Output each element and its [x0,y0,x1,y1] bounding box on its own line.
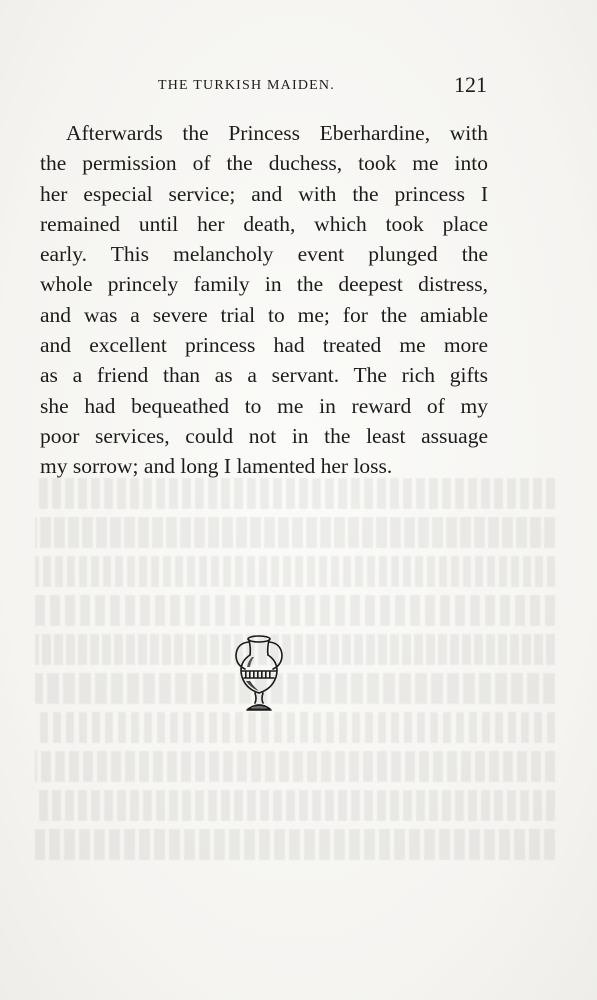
running-header [40,74,487,98]
show-through-texture [35,470,555,900]
text-line: the permission of the duchess, took me into [40,151,488,176]
running-title: THE TURKISH MAIDEN. [158,78,335,93]
urn-icon [230,633,288,717]
text-line: and was a severe trial to me; for the amiable [40,302,488,327]
body-text [40,118,488,482]
text-line: her especial service; and with the princess I [40,181,488,206]
text-line: she had bequeathed to me in reward of my [40,393,488,418]
text-line: and excellent princess had treated me more [40,333,488,358]
text-line: poor services, could not in the least assuage [40,423,488,448]
text-line: early. This melancholy event plunged the [40,242,488,267]
text-line: remained until her death, which took place [40,211,488,236]
text-line: my sorrow; and long I lamented her loss. [40,454,393,479]
text-line: as a friend than as a servant. The rich gifts [40,363,488,388]
text-line: Afterwards the Princess Eberhardine, with [66,121,488,145]
page-number: 121 [454,72,487,97]
text-line: whole princely family in the deepest distress, [40,272,488,297]
